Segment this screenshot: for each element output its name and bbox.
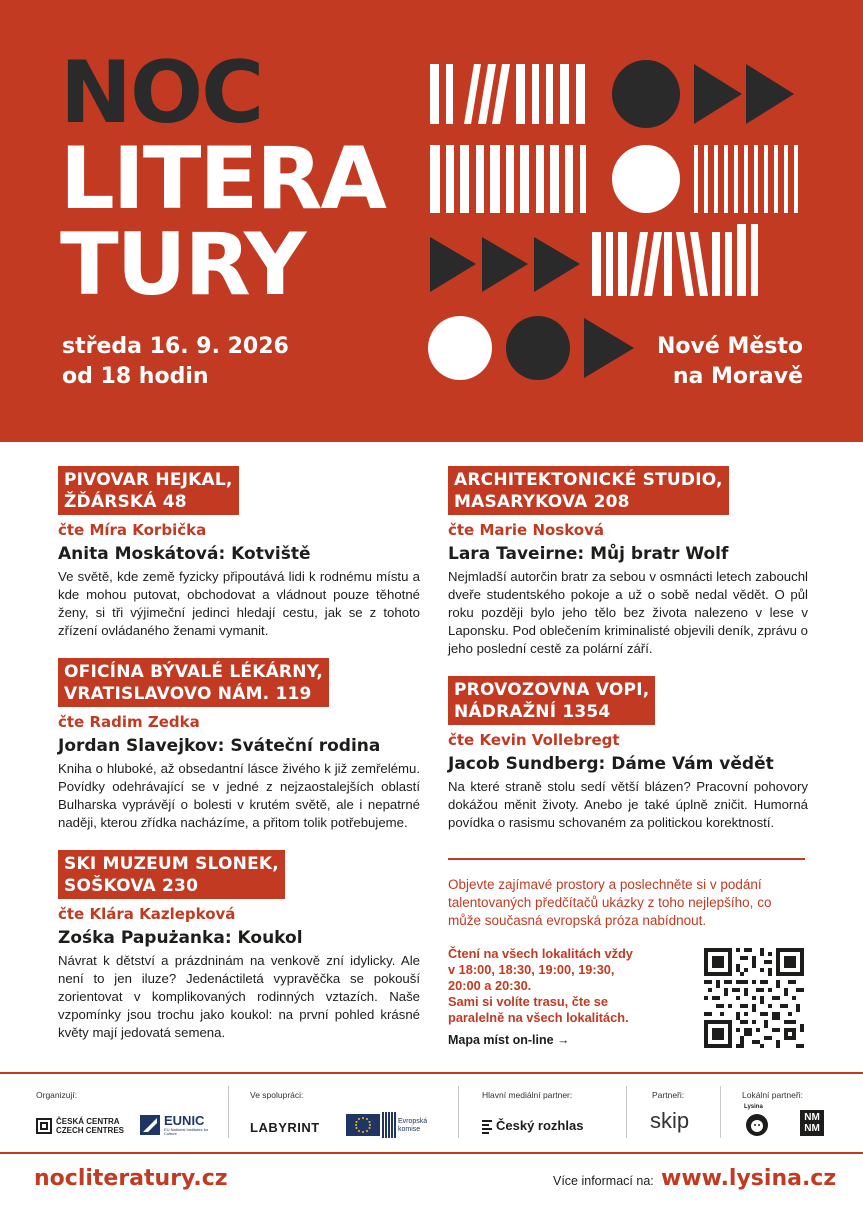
reading-times — [448, 946, 698, 1026]
venue-name-line2: ŽĎÁRSKÁ 48 — [64, 492, 187, 512]
venue-name-line2: MASARYKOVA 208 — [454, 492, 630, 512]
partner-separator — [228, 1086, 229, 1138]
reading-times-line: v 18:00, 18:30, 19:00, 19:30, — [448, 962, 615, 977]
lysina-logo — [744, 1104, 774, 1140]
venue-book-title: Zośka Papużanka: Koukol — [58, 928, 303, 948]
footer-rule-top — [0, 1072, 863, 1074]
venue-ski-muzeum — [58, 850, 420, 1042]
ceska-centra-logo — [36, 1116, 146, 1136]
title-noc: NOC — [60, 43, 263, 143]
venue-book-description: Kniha o hluboké, až obsedantní lásce živého k již zemřelému. Povídky odehrávající se v jedné z nejzaostalejších oblastí Bulharska vyprávějí o bolesti v krutém světě, ale i nepatrné naději, kterou zřídka nacházíme, a přitom tolik potřebujeme. — [58, 761, 420, 830]
skip-logo: skip — [650, 1108, 690, 1133]
nmnm-line1: NM — [804, 1112, 820, 1123]
venue-name-line1: ARCHITEKTONICKÉ STUDIO, — [454, 470, 723, 490]
venue-book-title: Jacob Sundberg: Dáme Vám vědět — [448, 754, 774, 774]
venue-book-description: Ve světě, kde země fyzicky připoutává lidi k rodnému místu a kde mohou putovat, obchodovat a vládnout pouze těhotné ženy, si tři výjimeční jedinci hledají cestu, jak se z tohoto zřízení ovládaného ženami vymanit. — [58, 569, 420, 638]
ek-building-icon — [382, 1112, 396, 1138]
venue-book-description: Nejmladší autorčin bratr za sebou v osmnácti letech zabouchl dveře studentského pokoje a už o sobě nedal vědět. O půl roku později bylo jeho tělo bez života nalezeno v lese v Laponsku. Pod oblečením kriminalisté objevili deník, zprávu o jeho poslední cestě za polární září. — [448, 569, 808, 656]
event-place-line2: na Moravě — [672, 364, 803, 389]
cooperation-label: Ve spolupráci: — [250, 1090, 304, 1100]
organizers-label: Organizují: — [36, 1090, 78, 1100]
qr-code[interactable] — [704, 948, 804, 1048]
book-pattern-graphic — [424, 52, 814, 392]
ceska-centra-line2: CZECH CENTRES — [56, 1126, 125, 1135]
venue-name-line2: SOŠKOVA 230 — [64, 876, 199, 896]
more-info-label: Více informací na: — [553, 1174, 654, 1188]
hero-banner — [0, 0, 863, 442]
venue-name — [448, 466, 729, 515]
venue-book-title: Jordan Slavejkov: Sváteční rodina — [58, 736, 381, 756]
partner-separator — [458, 1086, 459, 1138]
ek-line2: komise — [398, 1126, 421, 1133]
eunic-logo — [140, 1113, 220, 1137]
venue-reader: čte Klára Kazlepková — [58, 905, 236, 923]
eunic-icon — [140, 1115, 160, 1135]
venue-name — [448, 676, 655, 725]
venues-right-column — [448, 466, 808, 850]
lysina-face-icon — [745, 1113, 769, 1137]
venue-name — [58, 850, 285, 899]
local-partners-label: Lokální partneři: — [742, 1090, 803, 1100]
venue-reader: čte Marie Nosková — [448, 521, 605, 539]
partners-label: Partneři: — [652, 1090, 685, 1100]
cesky-rozhlas-text: Český rozhlas — [496, 1118, 584, 1133]
eunic-subtext: EU National Institutes for Culture — [164, 1127, 209, 1136]
reading-times-line: Sami si volíte trasu, čte se — [448, 994, 609, 1009]
venue-architektonicke-studio — [448, 466, 808, 658]
event-place-line1: Nové Město — [657, 334, 803, 359]
title-tury: TURY — [60, 215, 305, 315]
event-time: od 18 hodin — [62, 364, 209, 389]
venue-book-title: Lara Taveirne: Můj bratr Wolf — [448, 544, 729, 564]
reading-times-line: Čtení na všech lokalitách vždy — [448, 946, 633, 961]
venue-reader: čte Míra Korbička — [58, 521, 207, 539]
venue-name-line2: VRATISLAVOVO NÁM. 119 — [64, 684, 312, 704]
venue-name-line1: SKI MUZEUM SLONEK, — [64, 854, 279, 874]
title-litera: LITERA — [60, 129, 385, 229]
map-online-link[interactable]: Mapa míst on-line → — [448, 1033, 570, 1047]
nmnm-logo — [800, 1110, 824, 1136]
venue-name — [58, 466, 239, 515]
venue-pivovar-hejkal — [58, 466, 420, 640]
nmnm-line2: NM — [804, 1123, 820, 1134]
partner-separator — [720, 1086, 721, 1138]
venue-reader: čte Kevin Vollebregt — [448, 731, 620, 749]
lysina-link[interactable]: www.lysina.cz — [661, 1166, 837, 1191]
venue-name-line2: NÁDRAŽNÍ 1354 — [454, 702, 611, 722]
ek-line1: Evropská — [398, 1118, 428, 1125]
partner-separator — [626, 1086, 627, 1138]
lysina-text: Lysina — [744, 1104, 763, 1110]
ceska-centra-line1: ČESKÁ CENTRA — [56, 1117, 120, 1126]
labyrint-logo: LABYRINT — [250, 1120, 320, 1135]
venue-name-line1: PROVOZOVNA VOPI, — [454, 680, 650, 700]
venue-name-line1: PIVOVAR HEJKAL, — [64, 470, 233, 490]
event-day: středa 16. 9. 2026 — [62, 334, 289, 359]
promo-text: Objevte zajímavé prostory a poslechněte si v podání talentovaných předčítačů ukázky z toho nejlepšího, co může současná evropská próza nabídnout. — [448, 877, 772, 928]
venue-book-description: Návrat k dětství a prázdninám na venkově zní idylicky. Ale není to jen iluze? Jedenáctiletá vypravěčka se pokouší zorientovat v komplikovaných rodinných vztazích. Naše vzpomínky jsou trochu jako koukol: na první pohled krásné květy mají jedovatá semena. — [58, 953, 420, 1040]
venue-oficina-lekarny — [58, 658, 420, 832]
reading-times-line: 20:00 a 20:30. — [448, 978, 532, 993]
ceska-centra-icon — [36, 1118, 52, 1134]
venues-left-column — [58, 466, 420, 1060]
venue-book-title: Anita Moskátová: Kotviště — [58, 544, 311, 564]
venue-name-line1: OFICÍNA BÝVALÉ LÉKÁRNY, — [64, 662, 324, 682]
cesky-rozhlas-logo — [482, 1118, 602, 1136]
reading-times-line: paralelně na všech lokalitách. — [448, 1010, 629, 1025]
venue-provozovna-vopi — [448, 676, 808, 832]
venue-book-description: Na které straně stolu sedí větší blázen? Pracovní pohovory dokážou měnit životy. Anebo je také úplně zničit. Humorná povídka o rasismu schovaném za politickou korektností. — [448, 779, 808, 830]
footer-rule-bottom — [0, 1152, 863, 1154]
event-date — [62, 332, 289, 392]
media-partner-label: Hlavní mediální partner: — [482, 1090, 573, 1100]
venue-reader: čte Radim Zedka — [58, 713, 200, 731]
venue-name — [58, 658, 329, 707]
promo-divider — [448, 858, 805, 860]
cesky-rozhlas-icon — [482, 1120, 492, 1134]
evropska-komise-logo — [346, 1112, 436, 1138]
eu-flag-icon — [346, 1114, 380, 1136]
nocliteratury-link[interactable]: nocliteratury.cz — [34, 1166, 228, 1191]
eunic-text: EUNIC — [164, 1113, 205, 1128]
